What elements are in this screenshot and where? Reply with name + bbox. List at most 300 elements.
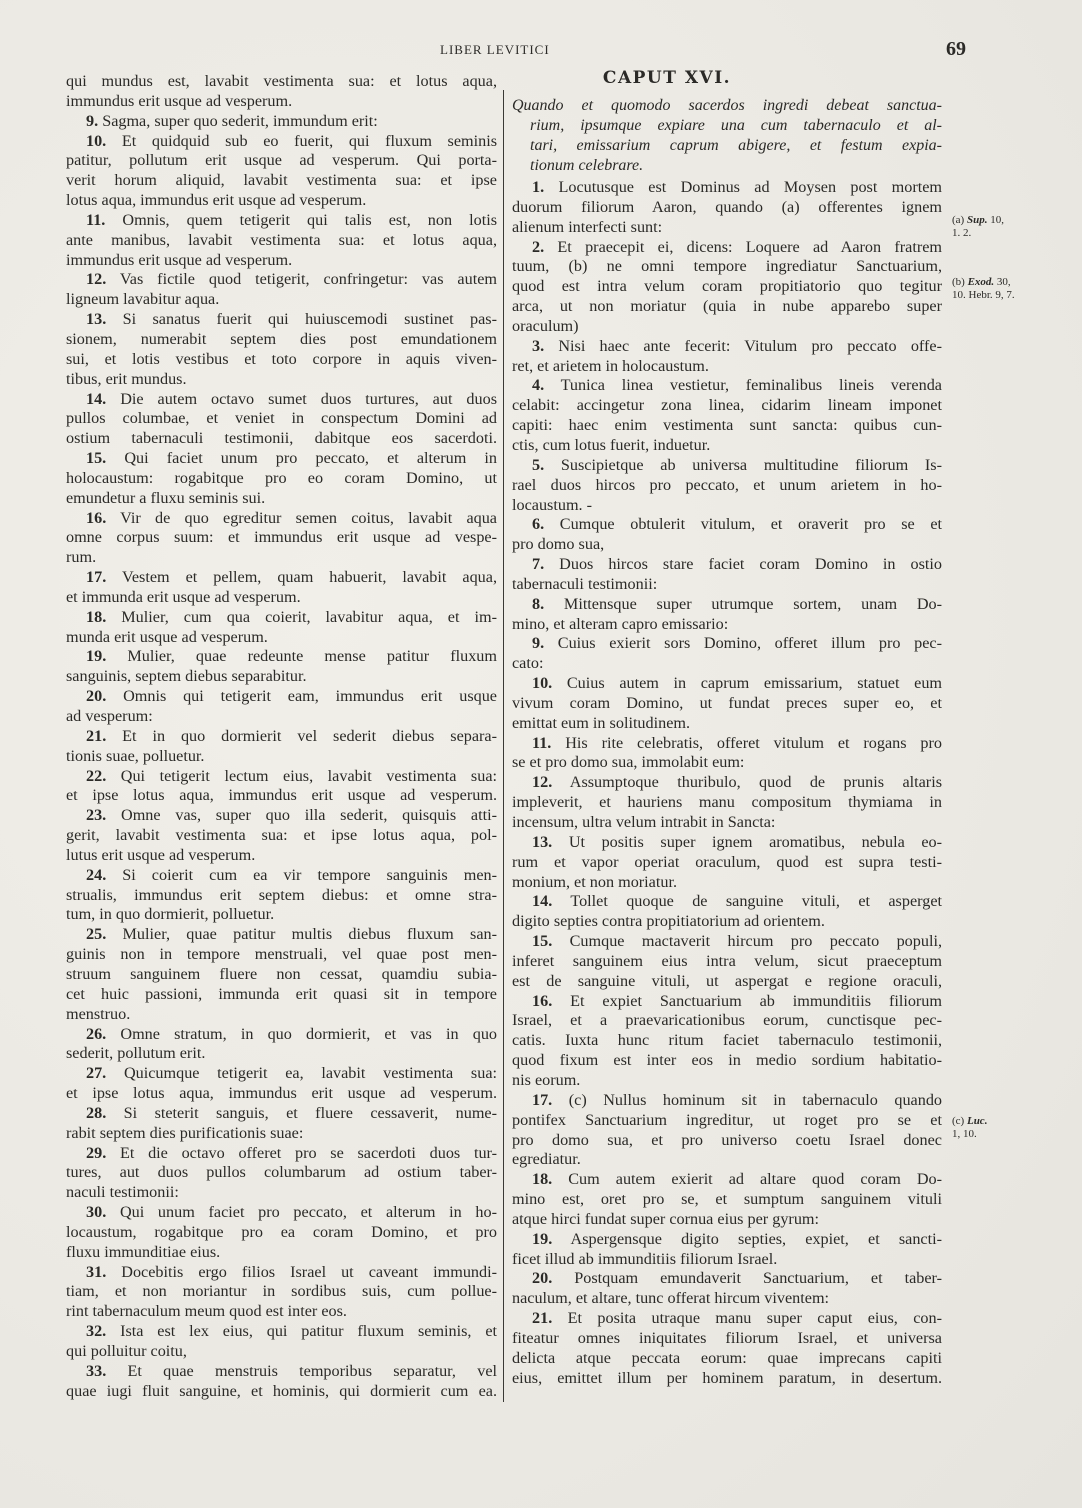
- text-line: [512, 753, 942, 773]
- note-rest: 30,: [996, 276, 1011, 288]
- text-line: [66, 1302, 497, 1322]
- verse-start-line: [512, 515, 942, 535]
- text-line: [512, 277, 942, 297]
- line-text: Mulier, quae patitur multis diebus fluxum san-: [122, 925, 497, 944]
- line-text: Quicumque tetigerit ea, lavabit vestimenta sua:: [123, 1064, 497, 1083]
- verse-start-line: [66, 1064, 497, 1084]
- line-text: sederit, pollutum erit.: [66, 1044, 206, 1063]
- line-text: arca, ut non moriatur (quia in nube apparebo super: [512, 297, 942, 316]
- verse-number: 31.: [86, 1262, 107, 1281]
- text-line: [512, 1210, 942, 1230]
- text-line: [66, 72, 497, 92]
- line-text: Omne stratum, in quo dormierit, et vas in quo: [120, 1024, 497, 1043]
- text-line: [512, 297, 942, 317]
- verse-start-line: [66, 449, 497, 469]
- line-text: cet huic passioni, immunda erit quasi sit in tempore: [66, 984, 497, 1003]
- text-line: [512, 357, 942, 377]
- verse-start-line: [66, 687, 497, 707]
- verse-start-line: [512, 833, 942, 853]
- line-text: alienum interfecti sunt:: [512, 217, 663, 236]
- line-text: pro domo sua,: [512, 535, 605, 554]
- text-line: [512, 694, 942, 714]
- text-line: [66, 1005, 497, 1025]
- line-text: cato:: [512, 654, 544, 673]
- verse-number: 13.: [532, 832, 553, 851]
- verse-start-line: [512, 456, 942, 476]
- verse-start-line: [512, 178, 942, 198]
- text-line: [66, 92, 497, 112]
- line-text: Locutusque est Dominus ad Moysen post mortem: [558, 178, 942, 196]
- text-line: [66, 1382, 497, 1402]
- line-text: Mulier, quae redeunte mense patitur fluxum: [127, 647, 497, 666]
- note-line2: 1, 10.: [952, 1128, 977, 1140]
- verse-number: 19.: [532, 1229, 553, 1248]
- text-line: [512, 813, 942, 833]
- verse-start-line: [512, 932, 942, 952]
- line-text: ctis, cum lotus fuerit, induetur.: [512, 435, 711, 454]
- verse-number: 23.: [86, 806, 107, 825]
- note-ref: Luc.: [966, 1115, 988, 1127]
- verse-start-line: [512, 992, 942, 1012]
- note-line2: 1. 2.: [952, 227, 972, 239]
- text-line: [512, 535, 942, 555]
- verse-start-line: [512, 734, 942, 754]
- line-text: rum et vapor operiat oraculum, quod est supra testi-: [512, 852, 942, 871]
- line-text: ficet illud ab immunditiis filiorum Israel.: [512, 1249, 778, 1268]
- verse-number: 20.: [86, 687, 107, 706]
- line-text: pro domo sua, et pro universo coetu Israel donec: [512, 1130, 942, 1149]
- text-line: [66, 846, 497, 866]
- line-text: rum.: [66, 548, 97, 567]
- line-text: Tunica linea vestietur, feminalibus lineis verenda: [560, 376, 942, 395]
- text-line: [66, 985, 497, 1005]
- text-line: [512, 1071, 942, 1091]
- verse-number: 22.: [86, 766, 107, 785]
- line-text: Tollet quoque de sanguine vituli, et asperget: [570, 892, 942, 911]
- verse-number: 32.: [86, 1322, 107, 1341]
- line-text: naculi testimonii:: [66, 1183, 179, 1202]
- line-text: locaustum. -: [512, 495, 593, 514]
- note-label: (c): [952, 1115, 965, 1127]
- line-text: Et die octavo offeret pro se sacerdoti duos tur-: [119, 1143, 497, 1162]
- line-text: Postquam emundaverit Sanctuarium, et taber-: [574, 1269, 942, 1288]
- verse-number: 11.: [86, 210, 106, 229]
- text-line: [66, 370, 497, 390]
- line-text: Qui tetigerit lectum eius, lavabit vestimenta sua:: [120, 766, 497, 785]
- line-text: Cum autem exierit ad altare quod coram Do-: [568, 1170, 942, 1189]
- line-text: inferet sanguinem eius intra velum, sicut praeceptum: [512, 951, 942, 970]
- verse-start-line: [66, 806, 497, 826]
- text-line: [512, 1329, 942, 1349]
- text-line: [512, 317, 942, 337]
- text-line: [512, 714, 942, 734]
- line-text: et ipse lotus aqua, immundus erit usque ad vesperum.: [66, 786, 497, 805]
- margin-note-c: [952, 1115, 1052, 1141]
- line-text: rint tabernaculum meum quod est inter eos.: [66, 1302, 347, 1321]
- verse-number: 8.: [532, 594, 545, 613]
- margin-note-a: [952, 214, 1052, 240]
- verse-number: 5.: [532, 455, 545, 474]
- text-line: [512, 1250, 942, 1270]
- line-text: tures, aut duos pullos columbarum ad ostium taber-: [66, 1163, 497, 1182]
- text-line: [512, 575, 942, 595]
- line-text: et ipse lotus aqua, immundus erit usque ad vesperum.: [66, 1084, 497, 1103]
- verse-number: 6.: [532, 515, 545, 534]
- verse-start-line: [66, 568, 497, 588]
- text-line: [66, 350, 497, 370]
- line-text: Vestem et pellem, quam habuerit, lavabit aqua,: [121, 568, 497, 587]
- text-line: [512, 615, 942, 635]
- line-text: Suscipietque ab universa multitudine filiorum Is-: [560, 455, 942, 474]
- text-line: [66, 489, 497, 509]
- line-text: strualis, immundus erit septem diebus: et omne stra-: [66, 885, 497, 904]
- line-text: Qui faciet unum pro peccato, et alterum in: [124, 449, 497, 468]
- text-line: [512, 198, 942, 218]
- text-line: [66, 1183, 497, 1203]
- text-line: [512, 218, 942, 238]
- verse-number: 25.: [86, 925, 107, 944]
- line-text: quod fixum est inter eos in medio sordium habitatio-: [512, 1051, 942, 1070]
- text-line: [512, 873, 942, 893]
- line-text: lutus erit usque ad vesperum.: [66, 845, 256, 864]
- text-line: [66, 171, 497, 191]
- verse-number: 12.: [532, 773, 553, 792]
- line-text: immundus erit usque ad vesperum.: [66, 91, 293, 110]
- verse-start-line: [512, 1309, 942, 1329]
- text-line: [512, 1051, 942, 1071]
- note-line2: 10. Hebr. 9, 7.: [952, 289, 1015, 301]
- verse-number: 26.: [86, 1024, 107, 1043]
- text-line: [66, 945, 497, 965]
- verse-start-line: [512, 674, 942, 694]
- verse-start-line: [66, 1144, 497, 1164]
- line-text: Et quidquid sub eo fuerit, qui fluxum seminis: [121, 131, 497, 150]
- verse-number: 14.: [86, 389, 107, 408]
- line-text: mino est, oret pro se, et sumptum sanguinem vituli: [512, 1190, 942, 1209]
- verse-start-line: [66, 211, 497, 231]
- text-line: [512, 853, 942, 873]
- verse-number: 2.: [532, 237, 545, 256]
- text-line: [512, 496, 942, 516]
- text-line: [66, 1342, 497, 1362]
- text-line: [66, 429, 497, 449]
- line-text: holocaustum: rogabitque pro eo coram Domino, ut: [66, 468, 497, 487]
- line-text: sionem, numerabit septem dies post emundationem: [66, 329, 497, 348]
- text-line: [512, 1111, 942, 1131]
- line-text: lotus aqua, immundus erit usque ad vesperum.: [66, 191, 367, 210]
- line-text: His rite celebratis, offeret vitulum et rogans pro: [565, 733, 942, 752]
- text-line: [66, 251, 497, 271]
- line-text: gerit, lavabit vestimenta sua: et ipse lotus aqua, pol-: [66, 826, 497, 845]
- verse-start-line: [512, 238, 942, 258]
- text-line: [512, 1011, 942, 1031]
- chapter-summary: [512, 96, 942, 176]
- line-text: Mittensque super utrumque sortem, unam Do-: [563, 594, 942, 613]
- verse-number: 18.: [86, 607, 107, 626]
- line-text: Omnis qui tetigerit eam, immundus erit usque: [123, 687, 497, 706]
- text-line: [66, 528, 497, 548]
- verse-number: 14.: [532, 892, 553, 911]
- verse-number: 16.: [86, 508, 107, 527]
- text-line: [512, 257, 942, 277]
- text-line: [66, 965, 497, 985]
- line-text: incensum, ultra velum intrabit in Sancta:: [512, 813, 776, 831]
- line-text: Si sanatus fuerit qui huiuscemodi sustinet pas-: [122, 310, 497, 329]
- text-line: [66, 826, 497, 846]
- line-text: ostium tabernaculi testimonii, dabitque eos sacerdoti.: [66, 429, 497, 448]
- verse-start-line: [66, 270, 497, 290]
- line-text: ret, et arietem in holocaustum.: [512, 356, 709, 375]
- text-line: [66, 1044, 497, 1064]
- text-line: [66, 548, 497, 568]
- verse-number: 15.: [86, 449, 107, 468]
- verse-number: 28.: [86, 1103, 107, 1122]
- line-text: Et quae menstruis temporibus separatur, vel: [127, 1361, 497, 1380]
- text-line: [66, 747, 497, 767]
- line-text: atque hirci fundat super cornua eius per gyrum:: [512, 1209, 820, 1228]
- verse-start-line: [66, 390, 497, 410]
- line-text: mino, et alteram capro emissario:: [512, 614, 729, 633]
- line-text: Et in quo dormierit vel sederit diebus separa-: [122, 726, 497, 745]
- line-text: ligneum lavabitur aqua.: [66, 290, 220, 309]
- line-text: tum, in quo dormierit, polluetur.: [66, 905, 275, 924]
- verse-number: 27.: [86, 1064, 107, 1083]
- line-text: Omne vas, super quo illa sederit, quisquis atti-: [121, 806, 497, 825]
- line-text: Si coierit cum ea vir tempore sanguinis men-: [122, 865, 497, 884]
- line-text: Ista est lex eius, qui patitur fluxum seminis, et: [120, 1322, 497, 1341]
- verse-number: 3.: [532, 336, 545, 355]
- line-text: (c) Nullus hominum sit in tabernaculo quando: [568, 1090, 942, 1109]
- line-text: tiam, et non moriantur in sordibus suis, cum pollue-: [66, 1282, 497, 1301]
- verse-start-line: [512, 1091, 942, 1111]
- verse-start-line: [66, 1322, 497, 1342]
- text-line: [66, 1243, 497, 1263]
- line-text: Si steterit sanguis, et fluere cessaverit, nume-: [123, 1103, 497, 1122]
- text-line: [66, 151, 497, 171]
- line-text: tibus, erit mundus.: [66, 369, 187, 388]
- line-text: egrediatur.: [512, 1150, 581, 1169]
- text-line: [512, 972, 942, 992]
- verse-number: 17.: [86, 568, 107, 587]
- summary-line: tari, emissarium caprum abigere, et festum expia-: [530, 137, 942, 154]
- text-line: [66, 1223, 497, 1243]
- verse-start-line: [66, 727, 497, 747]
- summary-line: tionum celebrare.: [530, 157, 644, 174]
- line-text: Vir de quo egreditur semen coitus, lavabit aqua: [120, 508, 497, 527]
- line-text: immundus erit usque ad vesperum.: [66, 250, 293, 269]
- text-line: [512, 912, 942, 932]
- line-text: menstruo.: [66, 1004, 131, 1023]
- verse-number: 4.: [532, 376, 545, 395]
- verse-number: 13.: [86, 310, 107, 329]
- text-line: [512, 952, 942, 972]
- line-text: vivum coram Domino, ut fundat preces super eo, et: [512, 693, 942, 712]
- text-line: [512, 416, 942, 436]
- verse-start-line: [512, 337, 942, 357]
- line-text: quod est intra velum coram propitiatorio quo tegitur: [512, 277, 942, 296]
- verse-number: 7.: [532, 555, 545, 574]
- line-text: patitur, pollutum erit usque ad vesperum. Qui porta-: [66, 151, 497, 170]
- line-text: guinis non in tempore menstruali, vel quae post men-: [66, 945, 497, 964]
- verse-number: 15.: [532, 932, 553, 951]
- line-text: Aspergensque digito septies, expiet, et sancti-: [570, 1229, 942, 1248]
- line-text: Sagma, super quo sederit, immundum erit:: [102, 111, 378, 130]
- line-text: Vas fictile quod tetigerit, confringetur: vas autem: [119, 270, 497, 289]
- note-label: (a): [952, 214, 965, 226]
- line-text: nis eorum.: [512, 1070, 581, 1089]
- text-line: [512, 396, 942, 416]
- verse-number: 19.: [86, 647, 107, 666]
- running-title: LIBER LEVITICI: [440, 42, 550, 57]
- text-line: [512, 476, 942, 496]
- text-line: [66, 588, 497, 608]
- note-label: (b): [952, 276, 965, 288]
- line-text: verit horum aliquid, lavabit vestimenta sua: et ipse: [66, 171, 497, 190]
- line-text: pullos columbae, et veniet in conspectum Domini ad: [66, 409, 497, 428]
- line-text: duorum filiorum Aaron, quando (a) offerentes ignem: [512, 197, 942, 216]
- verse-start-line: [66, 1263, 497, 1283]
- note-ref: Sup.: [966, 214, 988, 226]
- line-text: sanguinis, septem diebus separabitur.: [66, 667, 307, 686]
- text-line: [66, 290, 497, 310]
- verse-number: 29.: [86, 1143, 107, 1162]
- text-line: [512, 1349, 942, 1369]
- line-text: delicta atque peccata eorum: quae imprecans capiti: [512, 1348, 942, 1367]
- verse-start-line: [512, 1170, 942, 1190]
- text-line: [66, 786, 497, 806]
- text-line: [512, 654, 942, 674]
- text-line: [512, 1190, 942, 1210]
- verse-start-line: [512, 773, 942, 793]
- verse-number: 11.: [532, 733, 552, 752]
- line-text: Die autem octavo sumet duos turtures, aut duos: [120, 389, 497, 408]
- text-line: [66, 1163, 497, 1183]
- verse-number: 9.: [86, 111, 99, 130]
- line-text: Assumptoque thuribulo, quod de prunis altaris: [569, 773, 942, 792]
- line-text: Cuius autem in caprum emissarium, statuet eum: [566, 674, 942, 693]
- verse-number: 16.: [532, 991, 553, 1010]
- line-text: ante manibus, lavabit vestimenta sua: et lotus aqua,: [66, 230, 497, 249]
- line-text: Et posita utraque manu super caput eius, con-: [567, 1309, 942, 1328]
- line-text: eius, emittet illum per hominem paratum, in desertum.: [512, 1368, 942, 1387]
- line-text: celabit: accingetur zona linea, cidarim lineam imponet: [512, 396, 942, 415]
- line-text: catis. Iuxta hunc ritum faciet tabernaculo testimonii,: [512, 1031, 942, 1050]
- text-line: [66, 409, 497, 429]
- line-text: sui, et lotis vestibus et toto corpore in aquis viven-: [66, 349, 497, 368]
- line-text: rael duos hircos pro peccato, et unum arietem in ho-: [512, 475, 942, 494]
- verse-start-line: [66, 310, 497, 330]
- verse-start-line: [512, 634, 942, 654]
- text-line: [512, 436, 942, 456]
- line-text: pontifex Sanctuarium ingreditur, ut roget pro se et: [512, 1110, 942, 1129]
- verse-start-line: [512, 595, 942, 615]
- line-text: impleverit, et hauriens manu compositum thymiama in: [512, 793, 942, 812]
- verse-start-line: [66, 1104, 497, 1124]
- line-text: Mulier, cum qua coierit, lavabitur aqua, et im-: [121, 607, 497, 626]
- line-text: Et expiet Sanctuarium ab immunditiis filiorum: [570, 991, 942, 1010]
- verse-start-line: [512, 1269, 942, 1289]
- line-text: locaustum, rogabitque pro ea coram Domino, et pro: [66, 1222, 497, 1241]
- verse-start-line: [512, 1230, 942, 1250]
- line-text: oraculum): [512, 316, 579, 335]
- line-text: munda erit usque ad vesperum.: [66, 627, 268, 646]
- verse-number: 24.: [86, 865, 107, 884]
- text-line: [512, 1150, 942, 1170]
- verse-start-line: [66, 509, 497, 529]
- text-line: [66, 469, 497, 489]
- text-line: [66, 707, 497, 727]
- line-text: Docebitis ergo filios Israel ut caveant immundi-: [121, 1262, 497, 1281]
- line-text: ad vesperum:: [66, 707, 153, 725]
- text-line: [512, 1289, 942, 1309]
- line-text: fiteatur omnes iniquitates filiorum Israel, et universa: [512, 1328, 942, 1347]
- line-text: tionis suae, polluetur.: [66, 746, 205, 765]
- line-text: emittat eum in solitudinem.: [512, 713, 691, 732]
- verse-number: 21.: [86, 726, 107, 745]
- verse-number: 10.: [86, 131, 107, 150]
- text-line: [66, 330, 497, 350]
- line-text: tabernaculi testimonii:: [512, 574, 658, 593]
- verse-number: 18.: [532, 1170, 553, 1189]
- verse-start-line: [66, 647, 497, 667]
- verse-number: 1.: [532, 178, 545, 196]
- line-text: Omnis, quem tetigerit qui talis est, non lotis: [122, 210, 497, 229]
- verse-start-line: [66, 1362, 497, 1382]
- line-text: quae iugi fluit sanguine, et hominis, qui dormierit cum ea.: [66, 1381, 497, 1400]
- page-number: 69: [946, 38, 966, 60]
- line-text: monium, et non moriatur.: [512, 872, 678, 891]
- line-text: Nisi haec ante fecerit: Vitulum pro peccato offe-: [558, 336, 942, 355]
- margin-note-b: [952, 276, 1052, 302]
- chapter-title: CAPUT XVI.: [602, 68, 732, 88]
- text-line: [66, 905, 497, 925]
- verse-start-line: [66, 1203, 497, 1223]
- text-line: [66, 231, 497, 251]
- line-text: rabit septem dies purificationis suae:: [66, 1123, 304, 1142]
- verse-number: 9.: [532, 634, 545, 653]
- line-text: Ut positis super ignem aromatibus, nebula eo-: [568, 832, 942, 851]
- verse-number: 12.: [86, 270, 107, 289]
- text-line: [66, 1282, 497, 1302]
- text-line: [66, 628, 497, 648]
- text-line: [66, 667, 497, 687]
- verse-start-line: [66, 132, 497, 152]
- left-column: [66, 72, 497, 1402]
- text-line: [512, 1369, 942, 1389]
- verse-start-line: [66, 608, 497, 628]
- line-text: qui mundus est, lavabit vestimenta sua: et lotus aqua,: [66, 72, 497, 90]
- verse-start-line: [512, 892, 942, 912]
- text-line: [66, 1124, 497, 1144]
- verse-start-line: [66, 1025, 497, 1045]
- right-column: [512, 178, 942, 1388]
- text-line: [512, 793, 942, 813]
- line-text: Qui unum faciet pro peccato, et alterum in ho-: [119, 1203, 497, 1222]
- note-ref: Exod.: [967, 276, 995, 288]
- text-line: [66, 191, 497, 211]
- verse-number: 21.: [532, 1309, 553, 1328]
- line-text: et immunda erit usque ad vesperum.: [66, 587, 301, 606]
- line-text: capiti: haec enim vestimenta sunt sancta: quibus cun-: [512, 416, 942, 435]
- text-line: [66, 886, 497, 906]
- text-line: [66, 1084, 497, 1104]
- line-text: qui polluitur coitu,: [66, 1342, 187, 1360]
- verse-start-line: [512, 555, 942, 575]
- verse-number: 17.: [532, 1090, 553, 1109]
- line-text: Cumque mactaverit hircum pro peccato populi,: [569, 932, 942, 951]
- column-divider: [503, 90, 504, 1402]
- line-text: est de sanguine vituli, ut aspergat e regione oraculi,: [512, 971, 942, 990]
